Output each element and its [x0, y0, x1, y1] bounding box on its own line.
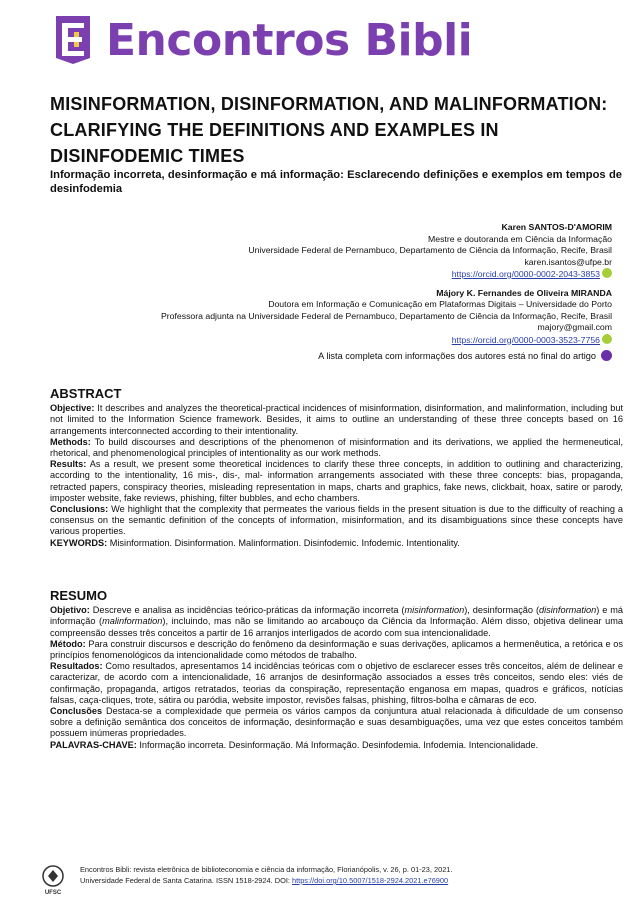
- orcid-icon: [602, 334, 612, 344]
- author-affiliation: Universidade Federal de Pernambuco, Departamento de Ciência da Informação, Recife, Brasil: [248, 245, 612, 255]
- author-block: [52, 222, 612, 363]
- resumo-conclusoes: Conclusões Destaca-se a complexidade que permeia os vários campos da conjuntura atual relacionada à dificuldade de um consenso sobre a definição semântica dos conceitos de informação, desinformação e suas desambiguações, uma vez que estes conceitos também possuem inúmeras propriedades.: [50, 706, 623, 739]
- bullet-icon: [601, 350, 612, 361]
- author-list-note: A lista completa com informações dos autores está no final do artigo: [52, 350, 612, 363]
- abstract-objective: Objective: It describes and analyzes the theoretical-practical incidences of misinformation, disinformation, and malinformation, including but not limited to the Information Science framework. Besides, it aims to outline an understanding of these three concepts based on 16 arrangements interconnected according to their intentionality.: [50, 403, 623, 436]
- doi-link[interactable]: https://doi.org/10.5007/1518-2924.2021.e76900: [291, 876, 449, 885]
- resumo-objetivo: Objetivo: Descreve e analisa as incidências teórico-práticas da informação incorreta (misinformation), desinformação (disinformation) e má informação (malinformation), incluindo, mas não se limitando ao arcabouço da Ciência da Informação. Além disso, objetiva delinear uma compreensão desses três conceitos a partir de 16 arranjos interligados de acordo com sua intencionalidade.: [50, 605, 623, 638]
- abstract-section: [50, 388, 623, 549]
- page-footer: [40, 864, 452, 896]
- author-affiliation: Professora adjunta na Universidade Federal de Pernambuco, Departamento de Ciência da Informação, Recife, Brasil: [160, 310, 612, 321]
- abstract-heading: ABSTRACT: [50, 386, 122, 401]
- abstract-results: Results: As a result, we present some theoretical incidences to clarify these three concepts, in addition to outlining and characterizing, according to the intentionality, 16 mis-, dis-, mal- information arrangements associated with these three concepts: bias, propaganda, retracted papers, conspiracy theories, misleading representation in maps, charts and graphics, fake news, clickbait, hoax, satire or parody, imposter website, fake reviews, phishing, filter bubbles, and echo chambers.: [50, 459, 623, 503]
- abstract-methods: Methods: To build discourses and descriptions of the phenomenon of misinformation and its derivations, we applied the hermeneutical, rhetorical, and phenomenological principles of intentionality as our work methods.: [50, 436, 623, 459]
- journal-name: Encontros Bibli: [106, 14, 473, 66]
- author-1: [52, 222, 612, 281]
- author-degree: Doutora em Informação e Comunicação em Plataformas Digitais – Universidade do Porto: [268, 299, 612, 309]
- journal-logo: [52, 14, 472, 66]
- orcid-link[interactable]: https://orcid.org/0000-0002-2043-3853: [451, 269, 600, 279]
- article-subtitle: Informação incorreta, desinformação e má informação: Esclarecendo definições e exemplos em tempos de desinfodemia: [50, 169, 622, 195]
- author-email: majory@gmail.com: [537, 322, 612, 332]
- abstract-conclusions: Conclusions: We highlight that the complexity that permeates the various fields in the present situation is due to the difficulty of reaching a consensus on the semantic definition of the concepts of information, misinformation, and its disambiguations since these concepts have various properties.: [50, 504, 623, 537]
- author-2: [52, 288, 612, 347]
- journal-logo-icon: [52, 14, 94, 66]
- resumo-section: [50, 590, 623, 751]
- footer-journal-line: Encontros Bibli: revista eletrônica de biblioteconomia e ciência da informação, Florianópolis, v. 26, p. 01-23, 2021.: [80, 865, 453, 874]
- resumo-metodo: Método: Para construir discursos e descrição do fenômeno da desinformação e suas derivações, aplicamos a hermenêutica, a retórica e os princípios fenomenológicos da intencionalidade como métodos de trabalho.: [50, 638, 623, 661]
- footer-citation: [80, 864, 452, 886]
- author-name: Karen SANTOS-D'AMORIM: [501, 222, 612, 232]
- resumo-palavras-chave: PALAVRAS-CHAVE: Informação incorreta. Desinformação. Má Informação. Desinfodemia. Infodemia. Intencionalidade.: [50, 739, 539, 750]
- author-name: Májory K. Fernandes de Oliveira MIRANDA: [436, 287, 612, 298]
- svg-text:UFSC: UFSC: [44, 890, 62, 896]
- resumo-resultados: Resultados: Como resultados, apresentamos 14 incidências teóricas com o objetivo de esclarecer esses três conceitos, além de delinear e caracterizar, de acordo com a intencionalidade, 16 arranjos de desinformação associados a esses três conceitos, sendo eles: viés de confirmação, propaganda, artigos retratados, teorias da conspiração, representação enganosa em mapas, quadros e gráficos, notícias falsas, caça-cliques, trote, sátira ou paródia, website impostor, revisões falsas, phishing, filtros-bolha e câmaras de eco.: [50, 661, 623, 705]
- article-title: MISINFORMATION, DISINFORMATION, AND MALINFORMATION: CLARIFYING THE DEFINITIONS AND EXAMPLES IN DISINFODEMIC TIMES: [50, 94, 608, 166]
- abstract-keywords: KEYWORDS: Misinformation. Disinformation. Malinformation. Disinfodemic. Infodemic. Intentionality.: [50, 537, 460, 548]
- orcid-link[interactable]: https://orcid.org/0000-0003-3523-7756: [451, 334, 600, 345]
- footer-issn: Universidade Federal de Santa Catarina. ISSN 1518-2924. DOI:: [80, 876, 292, 885]
- orcid-icon: [602, 268, 612, 278]
- author-degree: Mestre e doutoranda em Ciência da Informação: [428, 233, 612, 244]
- university-seal-icon: [40, 864, 66, 896]
- resumo-heading: RESUMO: [50, 588, 108, 603]
- author-email: karen.isantos@ufpe.br: [524, 256, 612, 267]
